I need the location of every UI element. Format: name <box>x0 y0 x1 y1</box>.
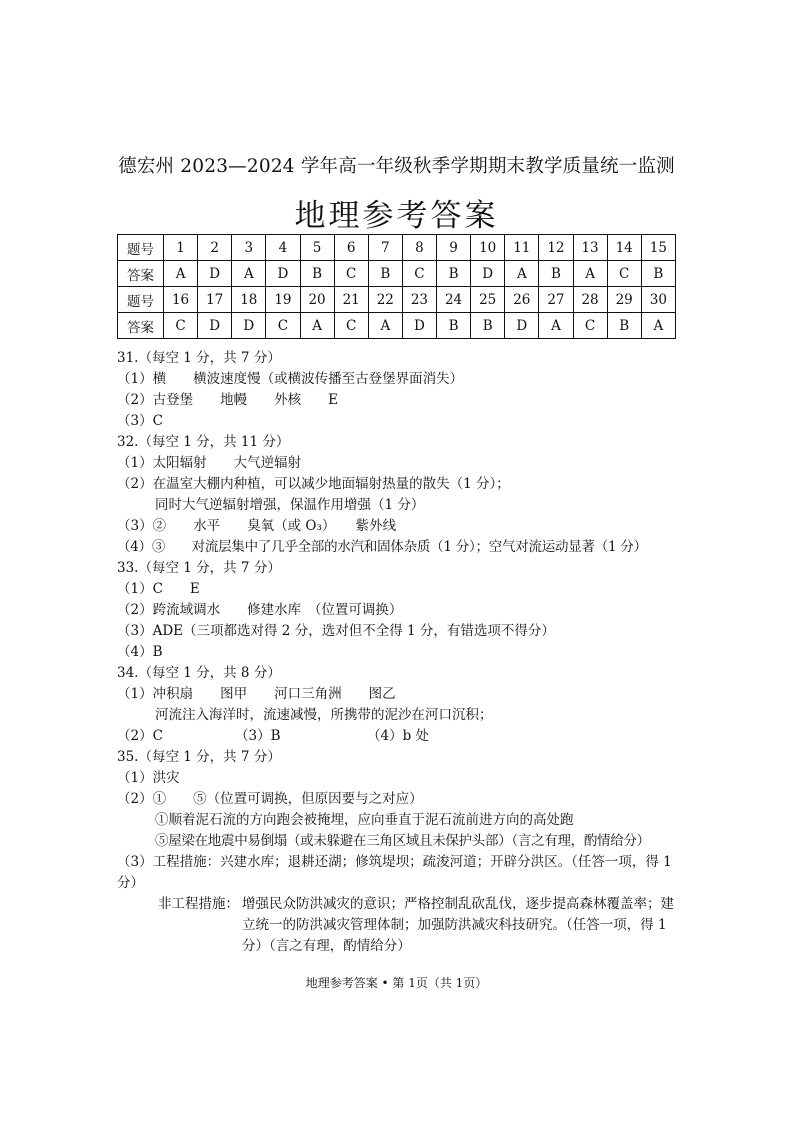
question-number-cell: 15 <box>641 235 675 261</box>
row-header: 题号 <box>118 287 164 313</box>
question-number-cell: 19 <box>266 287 300 313</box>
question-number-cell: 14 <box>607 235 641 261</box>
question-number-cell: 20 <box>300 287 334 313</box>
question-number-cell: 27 <box>539 287 573 313</box>
q33-part4: （4）B <box>117 644 163 660</box>
question-number-cell: 24 <box>437 287 471 313</box>
table-row <box>118 313 676 339</box>
answer-cell: D <box>505 313 539 339</box>
q35-part2-b: ⑤屋梁在地震中易倒塌（或未躲避在三角区域且未保护头部）（言之有理，酌情给分） <box>155 833 650 849</box>
q34-heading: 34.（每空 1 分，共 8 分） <box>117 665 281 681</box>
q35-part3b-label: 非工程措施： <box>158 896 239 912</box>
answer-cell: A <box>300 313 334 339</box>
question-number-cell: 10 <box>471 235 505 261</box>
q33-part1: （1）C E <box>117 581 200 597</box>
q35-part3-block <box>117 852 682 894</box>
answer-cell: C <box>573 313 607 339</box>
question-number-cell: 3 <box>232 235 266 261</box>
answer-cell: A <box>164 261 198 287</box>
question-number-cell: 21 <box>334 287 368 313</box>
answer-cell: C <box>334 313 368 339</box>
q32-part2-cont: 同时大气逆辐射增强，保温作用增强（1 分） <box>155 497 425 513</box>
question-number-cell: 11 <box>505 235 539 261</box>
answer-cell: A <box>641 313 675 339</box>
page-footer: 地理参考答案 • 第 1页（共 1页） <box>305 976 488 990</box>
answer-cell: B <box>437 313 471 339</box>
answer-cell: C <box>607 261 641 287</box>
q34-part1-cont: 河流注入海洋时，流速减慢，所携带的泥沙在河口沉积； <box>155 707 493 723</box>
q32-part1: （1）太阳辐射 大气逆辐射 <box>117 455 302 471</box>
question-number-cell: 23 <box>402 287 436 313</box>
answer-cell: B <box>471 313 505 339</box>
q32-part3: （3）② 水平 臭氧（或 O₃） 紫外线 <box>117 518 397 534</box>
answer-cell: D <box>198 313 232 339</box>
question-number-cell: 22 <box>368 287 402 313</box>
answer-body <box>117 348 682 957</box>
q31-part1: （1）横 横波速度慢（或横波传播至古登堡界面消失） <box>117 371 464 387</box>
question-number-cell: 8 <box>402 235 436 261</box>
answer-cell: D <box>232 313 266 339</box>
row-header: 答案 <box>118 261 164 287</box>
q34-parts-2-4 <box>117 726 682 747</box>
table-row <box>118 287 676 313</box>
question-number-cell: 17 <box>198 287 232 313</box>
q34-part1: （1）冲积扇 图甲 河口三角洲 图乙 <box>117 686 396 702</box>
q35-part3-nonengineering <box>117 894 682 957</box>
question-number-cell: 5 <box>300 235 334 261</box>
question-number-cell: 12 <box>539 235 573 261</box>
table-row <box>118 235 676 261</box>
answer-cell: B <box>607 313 641 339</box>
answer-cell: A <box>232 261 266 287</box>
answer-cell: A <box>573 261 607 287</box>
question-number-cell: 2 <box>198 235 232 261</box>
question-number-cell: 6 <box>334 235 368 261</box>
answer-cell: D <box>402 313 436 339</box>
question-number-cell: 29 <box>607 287 641 313</box>
answer-cell: B <box>641 261 675 287</box>
q32-heading: 32.（每空 1 分，共 11 分） <box>117 434 290 450</box>
answer-cell: C <box>266 313 300 339</box>
q35-part2-a: ①顺着泥石流的方向跑会被掩埋，应向垂直于泥石流前进方向的高处跑 <box>155 812 574 828</box>
q33-part2: （2）跨流域调水 修建水库 （位置可调换） <box>117 602 403 618</box>
table-row <box>118 261 676 287</box>
answer-cell: D <box>198 261 232 287</box>
question-number-cell: 9 <box>437 235 471 261</box>
question-number-cell: 28 <box>573 287 607 313</box>
row-header: 题号 <box>118 235 164 261</box>
exam-heading: 德宏州 2023—2024 学年高一年级秋季学期期末教学质量统一监测 <box>118 156 675 177</box>
q33-part3: （3）ADE（三项都选对得 2 分，选对但不全得 1 分，有错选项不得分） <box>117 623 555 639</box>
q31-heading: 31.（每空 1 分，共 7 分） <box>117 350 281 366</box>
question-number-cell: 4 <box>266 235 300 261</box>
answer-cell: B <box>437 261 471 287</box>
answer-cell: C <box>164 313 198 339</box>
q34-part4: （4）b 处 <box>367 728 430 744</box>
question-number-cell: 7 <box>368 235 402 261</box>
q35-part3b-text: 增强民众防洪减灾的意识；严格控制乱砍乱伐，逐步提高森林覆盖率；建立统一的防洪减灾管理体制；加强防洪减灾科技研究。（任答一项，得 1 分）（言之有理，酌情给分） <box>242 896 674 954</box>
answer-cell: A <box>505 261 539 287</box>
question-number-cell: 13 <box>573 235 607 261</box>
answer-cell: D <box>471 261 505 287</box>
q32-part2: （2）在温室大棚内种植，可以减少地面辐射热量的散失（1 分）； <box>117 476 510 492</box>
answer-cell: A <box>539 313 573 339</box>
answer-cell: B <box>300 261 334 287</box>
question-number-cell: 16 <box>164 287 198 313</box>
q35-part2: （2）① ⑤（位置可调换，但原因要与之对应） <box>117 791 423 807</box>
q34-part3: （3）B <box>235 728 281 744</box>
row-header: 答案 <box>118 313 164 339</box>
answer-cell: D <box>266 261 300 287</box>
answer-table <box>117 234 676 339</box>
question-number-cell: 18 <box>232 287 266 313</box>
answer-cell: B <box>539 261 573 287</box>
q31-part2: （2）古登堡 地幔 外核 E <box>117 392 338 408</box>
page-title: 地理参考答案 <box>294 198 499 234</box>
answer-cell: B <box>368 261 402 287</box>
question-number-cell: 26 <box>505 287 539 313</box>
q31-part3: （3）C <box>117 413 163 429</box>
answer-cell: C <box>334 261 368 287</box>
q33-heading: 33.（每空 1 分，共 7 分） <box>117 560 281 576</box>
question-number-cell: 30 <box>641 287 675 313</box>
q35-heading: 35.（每空 1 分，共 7 分） <box>117 749 281 765</box>
answer-cell: C <box>402 261 436 287</box>
question-number-cell: 25 <box>471 287 505 313</box>
q34-part2: （2）C <box>117 728 163 744</box>
q35-part3: （3）工程措施：兴建水库；退耕还湖；修筑堤坝；疏浚河道；开辟分洪区。（任答一项，得 1 分） <box>117 854 672 891</box>
answer-cell: A <box>368 313 402 339</box>
q32-part4: （4）③ 对流层集中了几乎全部的水汽和固体杂质（1 分）；空气对流运动显著（1 分） <box>117 539 647 555</box>
question-number-cell: 1 <box>164 235 198 261</box>
q35-part1: （1）洪灾 <box>117 770 180 786</box>
